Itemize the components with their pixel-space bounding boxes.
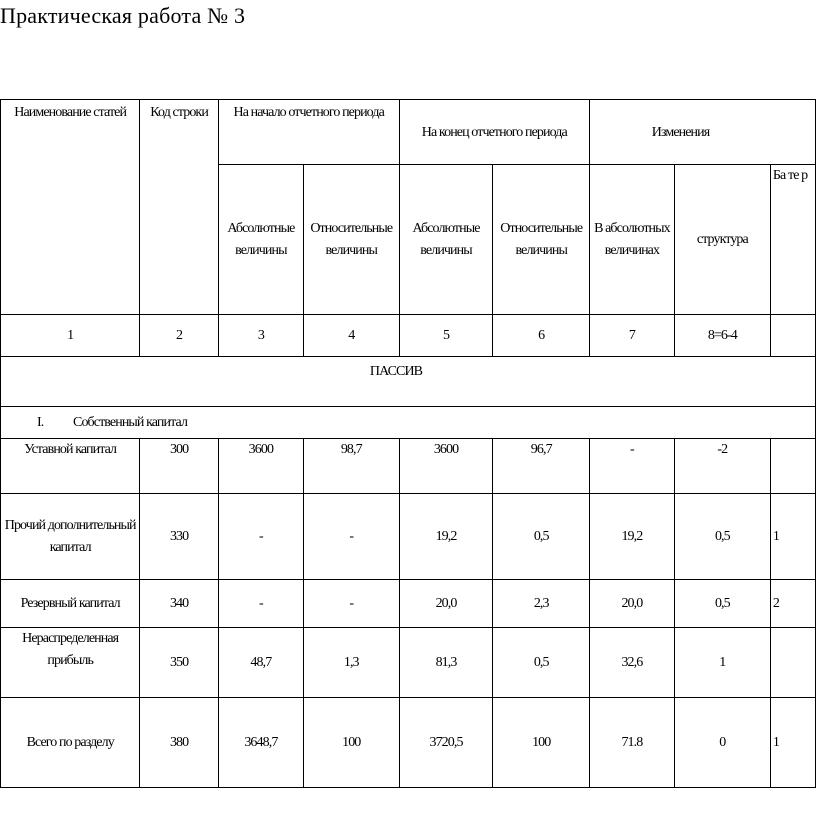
row-abs-end: 3600 <box>399 439 493 494</box>
row-rel-end: 100 <box>493 698 590 788</box>
row-name: Прочий дополнительный капитал <box>1 494 140 580</box>
table-row <box>1 628 816 698</box>
table-row <box>1 580 816 628</box>
row-rel-start: 100 <box>303 698 399 788</box>
header-name: Наименование статей <box>1 100 140 315</box>
row-rel-start: 98,7 <box>303 439 399 494</box>
row-name: Уставной капитал <box>1 439 140 494</box>
row-code: 380 <box>140 698 218 788</box>
row-rel-start: 1,3 <box>303 628 399 698</box>
row-abs-change: 19,2 <box>590 494 675 580</box>
row-name: Нераспределенная прибыль <box>1 628 140 698</box>
table-row <box>1 439 816 494</box>
row-structure: 0 <box>674 698 770 788</box>
row-structure: 1 <box>674 628 770 698</box>
row-cut: 2 <box>770 580 815 628</box>
header-abs-start: Абсолютные величины <box>218 165 303 315</box>
row-cut: 1 <box>770 698 815 788</box>
col-number: 1 <box>1 315 140 357</box>
section-title <box>1 357 816 407</box>
row-abs-start: - <box>218 494 303 580</box>
row-rel-end: 2,3 <box>493 580 590 628</box>
header-abs-end: Абсолютные величины <box>399 165 493 315</box>
row-name: Резервный капитал <box>1 580 140 628</box>
col-number <box>770 315 815 357</box>
header-cut-label: Ба те р <box>772 168 808 183</box>
col-number: 8=6-4 <box>674 315 770 357</box>
header-structure: структура <box>674 165 770 315</box>
col-number: 2 <box>140 315 218 357</box>
row-abs-end: 3720,5 <box>399 698 493 788</box>
row-rel-start: - <box>303 580 399 628</box>
col-number: 3 <box>218 315 303 357</box>
row-rel-end: 0,5 <box>493 494 590 580</box>
row-abs-end: 81,3 <box>399 628 493 698</box>
row-code: 340 <box>140 580 218 628</box>
row-abs-start: 3600 <box>218 439 303 494</box>
subsection-row <box>1 407 816 439</box>
header-cut-column <box>770 165 815 315</box>
row-abs-change: 71.8 <box>590 698 675 788</box>
row-abs-change: 32,6 <box>590 628 675 698</box>
row-structure: 0,5 <box>674 494 770 580</box>
header-rel-start: Относительные величины <box>303 165 399 315</box>
row-rel-start: - <box>303 494 399 580</box>
col-number: 4 <box>303 315 399 357</box>
col-number: 6 <box>493 315 590 357</box>
header-code: Код строки <box>140 100 218 315</box>
row-abs-start: 3648,7 <box>218 698 303 788</box>
row-code: 330 <box>140 494 218 580</box>
row-structure: -2 <box>674 439 770 494</box>
row-abs-change: 20,0 <box>590 580 675 628</box>
table-row <box>1 698 816 788</box>
row-code: 300 <box>140 439 218 494</box>
row-abs-end: 20,0 <box>399 580 493 628</box>
row-rel-end: 96,7 <box>493 439 590 494</box>
header-end-period: На конец отчетного периода <box>399 100 589 165</box>
balance-table <box>0 99 816 788</box>
column-number-row <box>1 315 816 357</box>
row-cut <box>770 628 815 698</box>
section-title-text: ПАССИВ <box>369 364 423 379</box>
row-code: 350 <box>140 628 218 698</box>
row-cut: 1 <box>770 494 815 580</box>
header-changes <box>590 100 816 165</box>
row-abs-start: - <box>218 580 303 628</box>
row-rel-end: 0,5 <box>493 628 590 698</box>
row-cut <box>770 439 815 494</box>
col-number: 7 <box>590 315 675 357</box>
header-rel-end: Относительные величины <box>493 165 590 315</box>
row-structure: 0,5 <box>674 580 770 628</box>
header-abs-change: В абсолютных величинах <box>590 165 675 315</box>
col-number: 5 <box>399 315 493 357</box>
table-row <box>1 494 816 580</box>
row-abs-start: 48,7 <box>218 628 303 698</box>
header-changes-label: Изменения <box>651 125 710 140</box>
subsection-label: Собственный капитал <box>73 414 188 430</box>
row-abs-change: - <box>590 439 675 494</box>
header-start-period: На начало отчетного периода <box>218 100 399 165</box>
row-name: Всего по разделу <box>1 698 140 788</box>
row-abs-end: 19,2 <box>399 494 493 580</box>
subsection-number: I. <box>37 414 44 430</box>
page-title: Практическая работа № 3 <box>0 3 246 28</box>
